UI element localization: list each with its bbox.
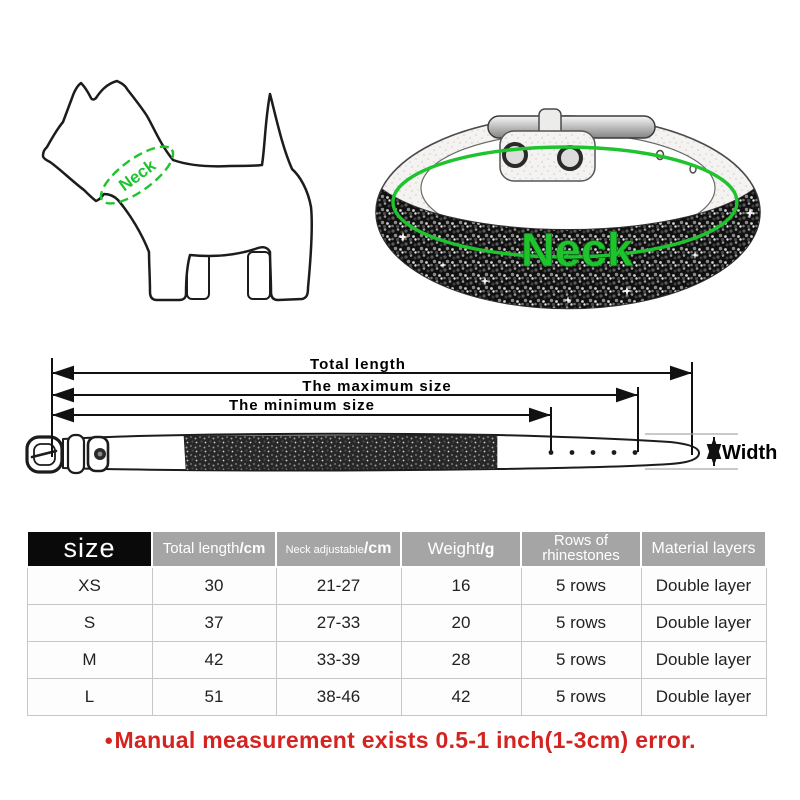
minimum-size-label: The minimum size [228, 397, 376, 414]
cell-weight: 42 [401, 679, 521, 716]
cell-total-length: 30 [152, 567, 276, 605]
size-table-header-row [27, 531, 766, 567]
header-total-length-unit: /cm [239, 539, 266, 557]
header-weight-text: Weight [427, 538, 481, 558]
buckle-grommet [559, 147, 581, 169]
header-total-length [152, 531, 276, 567]
header-neck-adjustable-text: Neck adjustable [285, 543, 364, 556]
cell-size: S [27, 605, 152, 642]
cell-total-length: 37 [152, 605, 276, 642]
cell-size: XS [27, 567, 152, 605]
cell-material: Double layer [641, 679, 766, 716]
cell-material: Double layer [641, 567, 766, 605]
flat-keeper-loop [68, 435, 84, 473]
note-text: Manual measurement exists 0.5-1 inch(1-3cm) error. [114, 727, 696, 753]
dog-back-legs [187, 252, 270, 299]
dog-neck-label: Neck [115, 155, 160, 196]
table-row [27, 605, 766, 642]
header-rhinestone-rows-text: Rows of rhinestones [542, 532, 620, 565]
dog-silhouette [43, 81, 312, 300]
cell-neck-adjustable: 27-33 [276, 605, 401, 642]
flat-rivet-center [98, 452, 103, 457]
cell-size: L [27, 679, 152, 716]
header-neck-adjustable [276, 531, 401, 567]
header-neck-adjustable-unit: /cm [363, 539, 392, 557]
cell-neck-adjustable: 33-39 [276, 642, 401, 679]
flat-collar-drawing [27, 434, 699, 473]
measurement-diagram [0, 345, 800, 505]
cell-material: Double layer [641, 642, 766, 679]
cell-rhinestone-rows: 5 rows [521, 642, 641, 679]
cell-weight: 20 [401, 605, 521, 642]
cell-material: Double layer [641, 605, 766, 642]
dog-outline-figure [30, 66, 340, 316]
cell-rhinestone-rows: 5 rows [521, 605, 641, 642]
cell-rhinestone-rows: 5 rows [521, 567, 641, 605]
cell-total-length: 42 [152, 642, 276, 679]
cell-weight: 28 [401, 642, 521, 679]
cell-weight: 16 [401, 567, 521, 605]
collar-neck-label: Neck [520, 223, 634, 276]
total-length-label: Total length [310, 356, 406, 373]
cell-neck-adjustable: 38-46 [276, 679, 401, 716]
header-material-layers [641, 531, 766, 567]
flat-collar-rhinestone-band [184, 435, 497, 470]
header-weight [401, 531, 521, 567]
cell-rhinestone-rows: 5 rows [521, 679, 641, 716]
measurement-error-note [0, 727, 800, 754]
header-weight-unit: /g [480, 540, 495, 558]
size-table [26, 530, 767, 716]
table-row [27, 679, 766, 716]
header-size: size [27, 531, 152, 567]
cell-total-length: 51 [152, 679, 276, 716]
header-material-layers-text: Material layers [651, 539, 756, 557]
cell-neck-adjustable: 21-27 [276, 567, 401, 605]
header-rhinestone-rows [521, 531, 641, 567]
maximum-size-label: The maximum size [302, 378, 452, 395]
header-total-length-text: Total length [162, 539, 240, 557]
width-label: Width [722, 442, 778, 464]
cell-size: M [27, 642, 152, 679]
rhinestone-collar-photo [365, 85, 795, 325]
table-row [27, 567, 766, 605]
table-row [27, 642, 766, 679]
note-bullet: ● [104, 732, 114, 749]
